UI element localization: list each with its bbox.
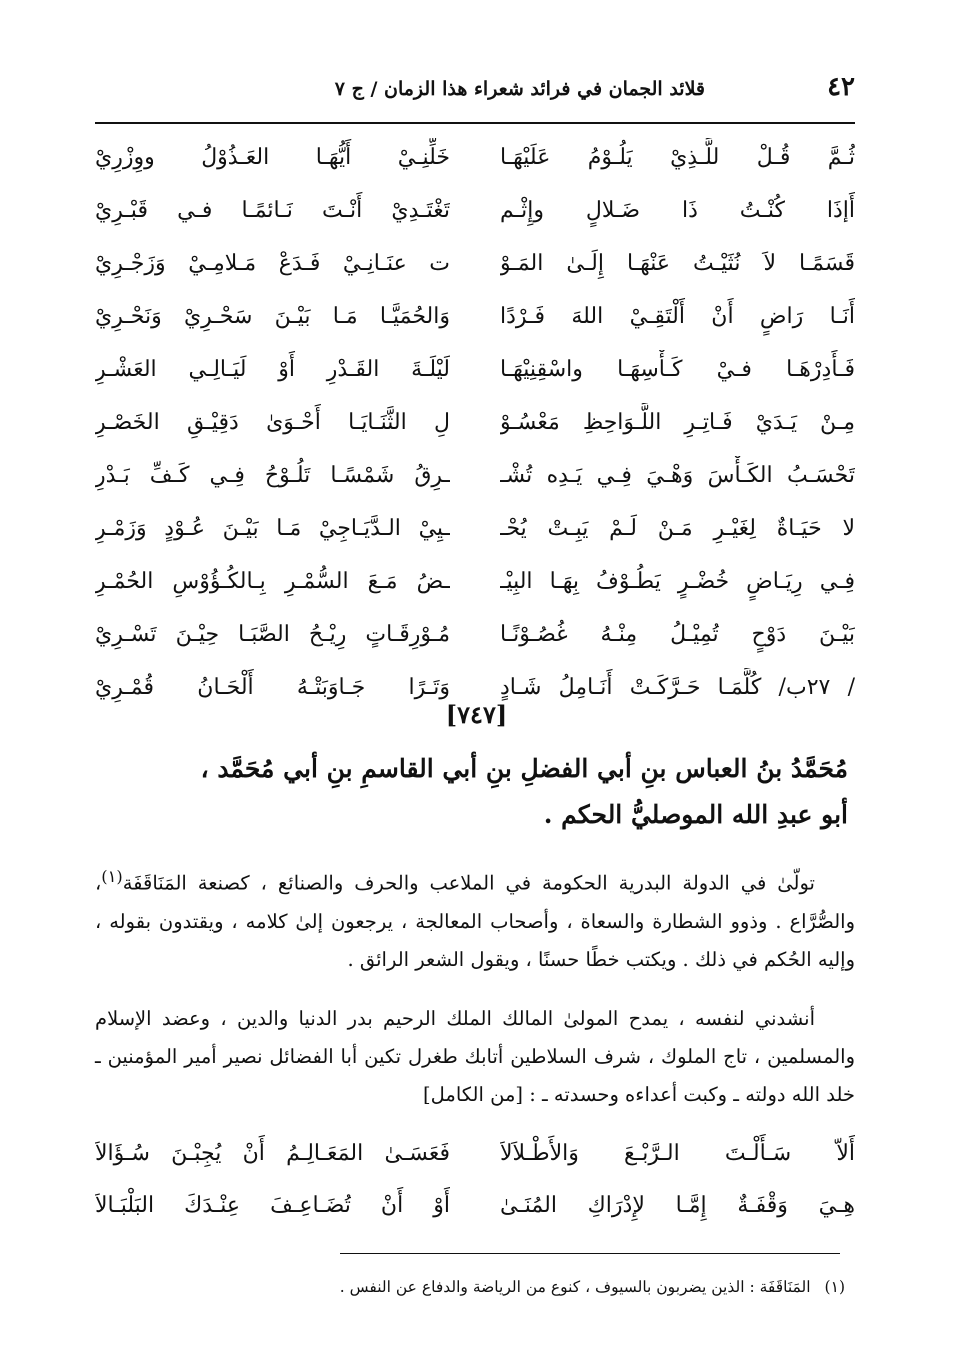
verse-second-hemistich: تَغْتَـدِيْ أَنْـتَ نَـائمًـا فـي قَبْـرِيْ	[95, 198, 450, 223]
verse-row	[95, 562, 855, 615]
biography-paragraph	[95, 858, 855, 979]
verse-row	[95, 191, 855, 244]
verse-row	[95, 297, 855, 350]
page-number: ٤٢	[827, 72, 855, 102]
entry-name-heading	[108, 746, 848, 838]
verse-second-hemistich: لِ الثَّنَـايَـا أَحْـوَىٰ دَقِيْـقِ الخَصْـرِ	[95, 410, 450, 435]
verse-first-hemistich: تَحْسَـبُ الكَـأْسَ وَهْـيَ فِـي يَـدِه تُشْـ	[500, 463, 855, 488]
entry-name-line: أبو عبدِ الله الموصليُّ الحكم .	[543, 800, 848, 829]
paragraph-text: تولّىٰ في الدولة البدرية الحكومة في الملاعب والحرف والصنائع ، كصنعة المَنَاقَفَة	[122, 871, 815, 895]
verse-second-hemistich: فَعَسَـىٰ المَعَـالِـمُ أَنْ يُجِبْـنَ سُـؤَالاَ	[95, 1141, 450, 1166]
verse-second-hemistich: ت عنَـانِـيْ فَـدَعْ مَـلامِـيْ وَزَجْـرِيْ	[95, 251, 450, 276]
verse-second-hemistich: خَلِّنِـيْ أَيُّهَـا العَـذُوْلُ ووِزْرِيْ	[95, 145, 450, 170]
header-rule	[95, 122, 855, 124]
verse-row	[95, 456, 855, 509]
verse-first-hemistich: ثُـمَّ قُـلْ للَّـذِيْ يَلُـوْمُ عَلَيْهَـا	[500, 145, 855, 170]
verse-first-hemistich: / ٢٧ب/ كُلَّمَـا حَـرَّكَـتْ أَنَـامِلُ شَـادٍ	[500, 675, 855, 700]
verse-row	[95, 350, 855, 403]
verse-row	[95, 1186, 855, 1238]
footnote	[105, 1274, 845, 1300]
verse-second-hemistich: ـيِيْ الـدَّيَـاجِيْ مَـا بَيْـنَ عُـوْدٍ وَزَمْـرِ	[95, 516, 450, 541]
verse-second-hemistich: وَالحُمَيَّـا مَـا بَيْـنَ سَحْـرِيْ وَنَحْـرِيْ	[95, 304, 450, 329]
verse-second-hemistich: لَيْلَـةَ القَـدْرِ أَوْ لَيَـالِـي العَشْـرِ	[95, 357, 450, 382]
entry-name-line: مُحَمَّدُ بنُ العباس بنِ أبي الفضلِ بنِ أبي القاسمِ بنِ أبي مُحَمَّد ،	[200, 754, 848, 783]
poem-bottom	[95, 1134, 855, 1238]
verse-row	[95, 244, 855, 297]
verse-row	[95, 138, 855, 191]
verse-row	[95, 1134, 855, 1186]
footnote-marker: (١)	[824, 1278, 845, 1296]
verse-second-hemistich: ـضُ مَـعَ السُّمْـرِ بِـالكُـؤُوْسِ الحُمْـرِ	[95, 569, 450, 594]
verse-row	[95, 403, 855, 456]
verse-first-hemistich: فَـأَدِرْهَـا فـيْ كَـأْسِهَـا واسْقِنِيْهَـا	[500, 357, 855, 382]
verse-first-hemistich: قَسَمًـا لاَ نُثَيْـتُ عَنْهَـا إِلَـىٰ المَـوْ	[500, 251, 855, 276]
verse-first-hemistich: أَنَـا رَاضٍ أَنْ أَلْتَقِـيْ اللهَ فَـرْدًا	[500, 304, 855, 329]
entry-number: [٧٤٧]	[445, 700, 508, 729]
verse-second-hemistich: أَوْ أَنْ تُضَـاعِـفَ عِنْـدَكَ البَلْبَـالاَ	[95, 1193, 450, 1218]
running-header	[95, 72, 855, 112]
footnote-rule	[340, 1253, 840, 1254]
verse-second-hemistich: ـرِقُ شَمْسًـا تَلُـوْحُ فِـي كَـفِّ بَـدْرِ	[95, 463, 450, 488]
verse-row	[95, 615, 855, 668]
poem-top	[95, 138, 855, 721]
footnote-reference[interactable]: (١)	[101, 867, 123, 886]
paragraph-text: أنشدني لنفسه ، يمدح المولىٰ المالك الملك الرحيم بدر الدنيا والدين ، وعضد الإسلام والمسلمين ، تاج الملوك ، شرف السلاطين أتابك طغرل تكين أبا الفضائل نصير أمير المؤمنين ـ خلد الله دولته ـ وكبت أعداءه وحسدته ـ : [من الكامل]	[95, 1007, 855, 1106]
verse-first-hemistich: هِـيَ وَقْفَـةٌ إِمَّـا لإِدْرَاكِ المُنَـىٰ	[500, 1193, 855, 1218]
verse-first-hemistich: أَلاّ سَـأَلْـتَ الـرَّبْـعَ وَالأَطْـلاَلاَ	[500, 1141, 855, 1166]
introduction-paragraph	[95, 1000, 855, 1114]
verse-first-hemistich: فِـي رِيَـاضٍ خُضْـرٍ يَطُـوْفُ بِهَـا البِيْـ	[500, 569, 855, 594]
running-title: قلائد الجمان في فرائد شعراء هذا الزمان / ج ٧	[334, 78, 705, 100]
footnote-text: المَنَاقَفَة : الذين يضربون بالسيوف ، كنوع من الرياضة والدفاع عن النفس .	[339, 1278, 811, 1296]
verse-first-hemistich: أَإذَا كُنْـتُ ذَا ضَـلالٍ وإِثْـم	[500, 198, 855, 223]
verse-first-hemistich: لا حَيَـاةٌ لِغَيْـرِ مَـنْ لَـمْ يَبِـتْ يُحْـ	[500, 516, 855, 541]
paragraph-text: ، والصُّرَّاع . وذوو الشطارة والسعاة ، وأصحاب المعالجة ، يرجعون إلىٰ كلامه ، ويقتدون بقوله ، وإليه الحُكم في ذلك . ويكتب خطًا حسنًا ، ويقول الشعر الرائق .	[95, 871, 855, 971]
verse-second-hemistich: وَتَـرًا جَـاوَبَتْـهُ أَلْحَـانُ قُمْـرِيْ	[95, 675, 450, 700]
verse-second-hemistich: مُـوْرِقَـاتٍ رِيْـحُ الصَّبَـا حِيْـنَ تَسْـرِيْ	[95, 622, 450, 647]
verse-first-hemistich: بَيْـنَ دَوْحٍ تُمِيْـلُ مِنْـهُ غُصُـوْنًـا	[500, 622, 855, 647]
verse-row	[95, 509, 855, 562]
verse-first-hemistich: مِـنْ يَـدَيْ فَـاتِـرِ اللَّـوَاحِظِ مَعْسُـوْ	[500, 410, 855, 435]
